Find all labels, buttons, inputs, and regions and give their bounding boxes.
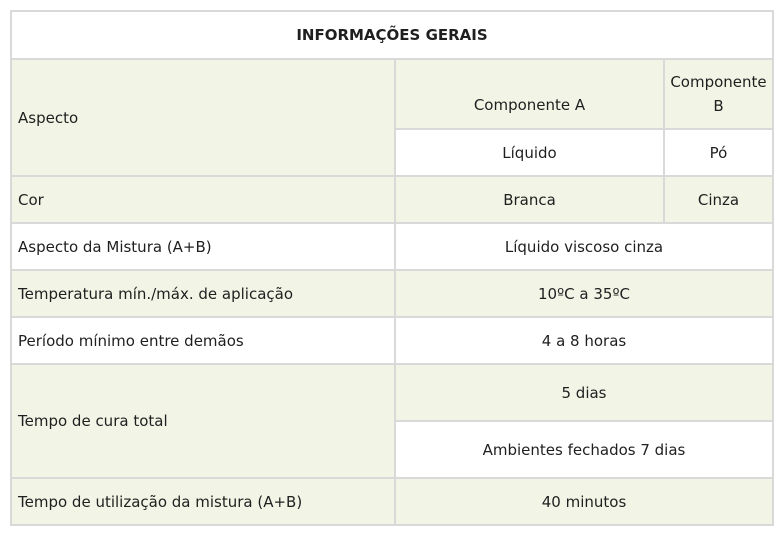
aspecto-value-b: Pó <box>664 129 773 176</box>
table-row <box>11 478 773 525</box>
row-label-cor: Cor <box>11 176 395 223</box>
mistura-value: Líquido viscoso cinza <box>395 223 773 270</box>
title-row <box>11 11 773 59</box>
table-title: INFORMAÇÕES GERAIS <box>11 11 773 59</box>
cor-value-b: Cinza <box>664 176 773 223</box>
table-row <box>11 59 773 129</box>
row-label-utilizacao: Tempo de utilização da mistura (A+B) <box>11 478 395 525</box>
row-label-mistura: Aspecto da Mistura (A+B) <box>11 223 395 270</box>
row-label-demaos: Período mínimo entre demãos <box>11 317 395 364</box>
utilizacao-value: 40 minutos <box>395 478 773 525</box>
cor-value-a: Branca <box>395 176 664 223</box>
info-table <box>10 10 774 526</box>
cura-value-2: Ambientes fechados 7 dias <box>395 421 773 478</box>
demaos-value: 4 a 8 horas <box>395 317 773 364</box>
row-label-temperatura: Temperatura mín./máx. de aplicação <box>11 270 395 317</box>
cura-value-1: 5 dias <box>395 364 773 421</box>
table-row <box>11 176 773 223</box>
row-label-aspecto: Aspecto <box>11 59 395 176</box>
table-row <box>11 223 773 270</box>
aspecto-value-a: Líquido <box>395 129 664 176</box>
component-a-header: Componente A <box>395 59 664 129</box>
table-row <box>11 317 773 364</box>
component-b-header: Componente B <box>664 59 773 129</box>
row-label-cura: Tempo de cura total <box>11 364 395 478</box>
table-row <box>11 364 773 421</box>
table-row <box>11 270 773 317</box>
temperatura-value: 10ºC a 35ºC <box>395 270 773 317</box>
